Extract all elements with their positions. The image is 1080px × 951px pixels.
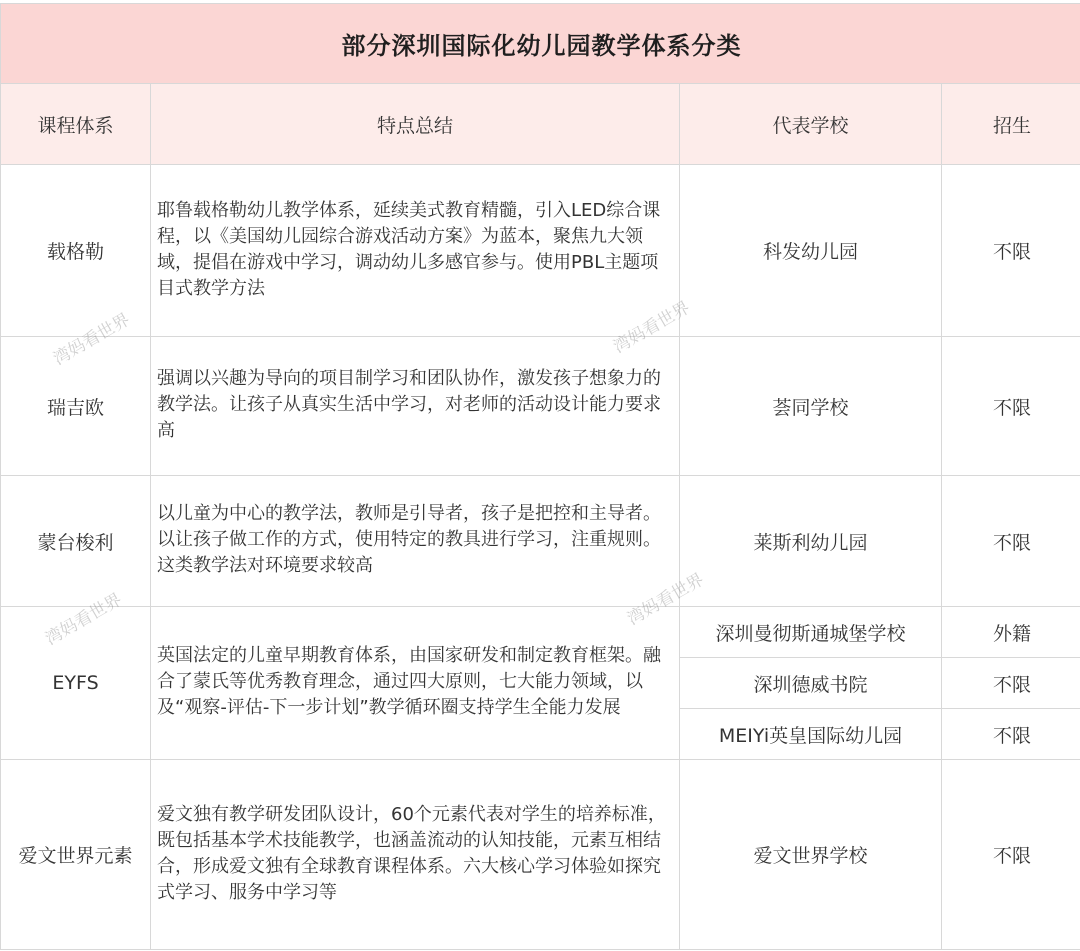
header-enroll: 招生 — [942, 84, 1080, 165]
enroll-cell: 不限 — [942, 476, 1080, 607]
system-cell: EYFS — [1, 607, 151, 760]
watermark-text: 湾妈看世界 — [41, 589, 126, 650]
school-cell: 爱文世界学校 — [680, 760, 942, 950]
enroll-cell: 不限 — [942, 760, 1080, 950]
table-row — [1, 337, 1080, 476]
system-cell: 载格勒 — [1, 165, 151, 337]
system-cell: 瑞吉欧 — [1, 337, 151, 476]
features-cell: 耶鲁载格勒幼儿教学体系，延续美式教育精髓，引入LED综合课程，以《美国幼儿园综合游戏活动方案》为蓝本，聚焦九大领域，提倡在游戏中学习，调动幼儿多感官参与。使用PBL主题项目式教学方法 — [151, 165, 680, 337]
header-school: 代表学校 — [680, 84, 942, 165]
school-cell: 莱斯利幼儿园 — [680, 476, 942, 607]
table-header-row — [1, 84, 1080, 165]
features-cell: 英国法定的儿童早期教育体系，由国家研发和制定教育框架。融合了蒙氏等优秀教育理念，通过四大原则，七大能力领域，以及“观察-评估-下一步计划”教学循环圈支持学生全能力发展 — [151, 607, 680, 760]
school-cell: 深圳德威书院 — [680, 658, 942, 709]
school-cell: 深圳曼彻斯通城堡学校 — [680, 607, 942, 658]
enroll-cell: 外籍 — [942, 607, 1080, 658]
table-title: 部分深圳国际化幼儿园教学体系分类 — [1, 4, 1080, 84]
enroll-cell: 不限 — [942, 337, 1080, 476]
school-cell: 荟同学校 — [680, 337, 942, 476]
features-cell: 爱文独有教学研发团队设计，60个元素代表对学生的培养标准，既包括基本学术技能教学，也涵盖流动的认知技能，元素互相结合，形成爱文独有全球教育课程体系。六大核心学习体验如探究式学习、服务中学习等 — [151, 760, 680, 950]
enroll-cell: 不限 — [942, 709, 1080, 760]
features-cell: 以儿童为中心的教学法，教师是引导者，孩子是把控和主导者。以让孩子做工作的方式，使用特定的教具进行学习，注重规则。这类教学法对环境要求较高 — [151, 476, 680, 607]
table-row — [1, 165, 1080, 337]
enroll-cell: 不限 — [942, 165, 1080, 337]
table-row — [1, 476, 1080, 607]
school-cell: MEIYi英皇国际幼儿园 — [680, 709, 942, 760]
watermark-text: 湾妈看世界 — [623, 569, 708, 630]
table-row — [1, 760, 1080, 950]
features-cell: 强调以兴趣为导向的项目制学习和团队协作，激发孩子想象力的教学法。让孩子从真实生活中学习，对老师的活动设计能力要求高 — [151, 337, 680, 476]
system-cell: 蒙台梭利 — [1, 476, 151, 607]
table-row — [1, 607, 1080, 658]
table-title-row — [1, 4, 1080, 84]
header-system: 课程体系 — [1, 84, 151, 165]
school-cell: 科发幼儿园 — [680, 165, 942, 337]
watermark-text: 湾妈看世界 — [609, 297, 694, 358]
system-cell: 爱文世界元素 — [1, 760, 151, 950]
enroll-cell: 不限 — [942, 658, 1080, 709]
watermark-text: 湾妈看世界 — [49, 309, 134, 370]
header-features: 特点总结 — [151, 84, 680, 165]
curriculum-table — [0, 3, 1080, 950]
